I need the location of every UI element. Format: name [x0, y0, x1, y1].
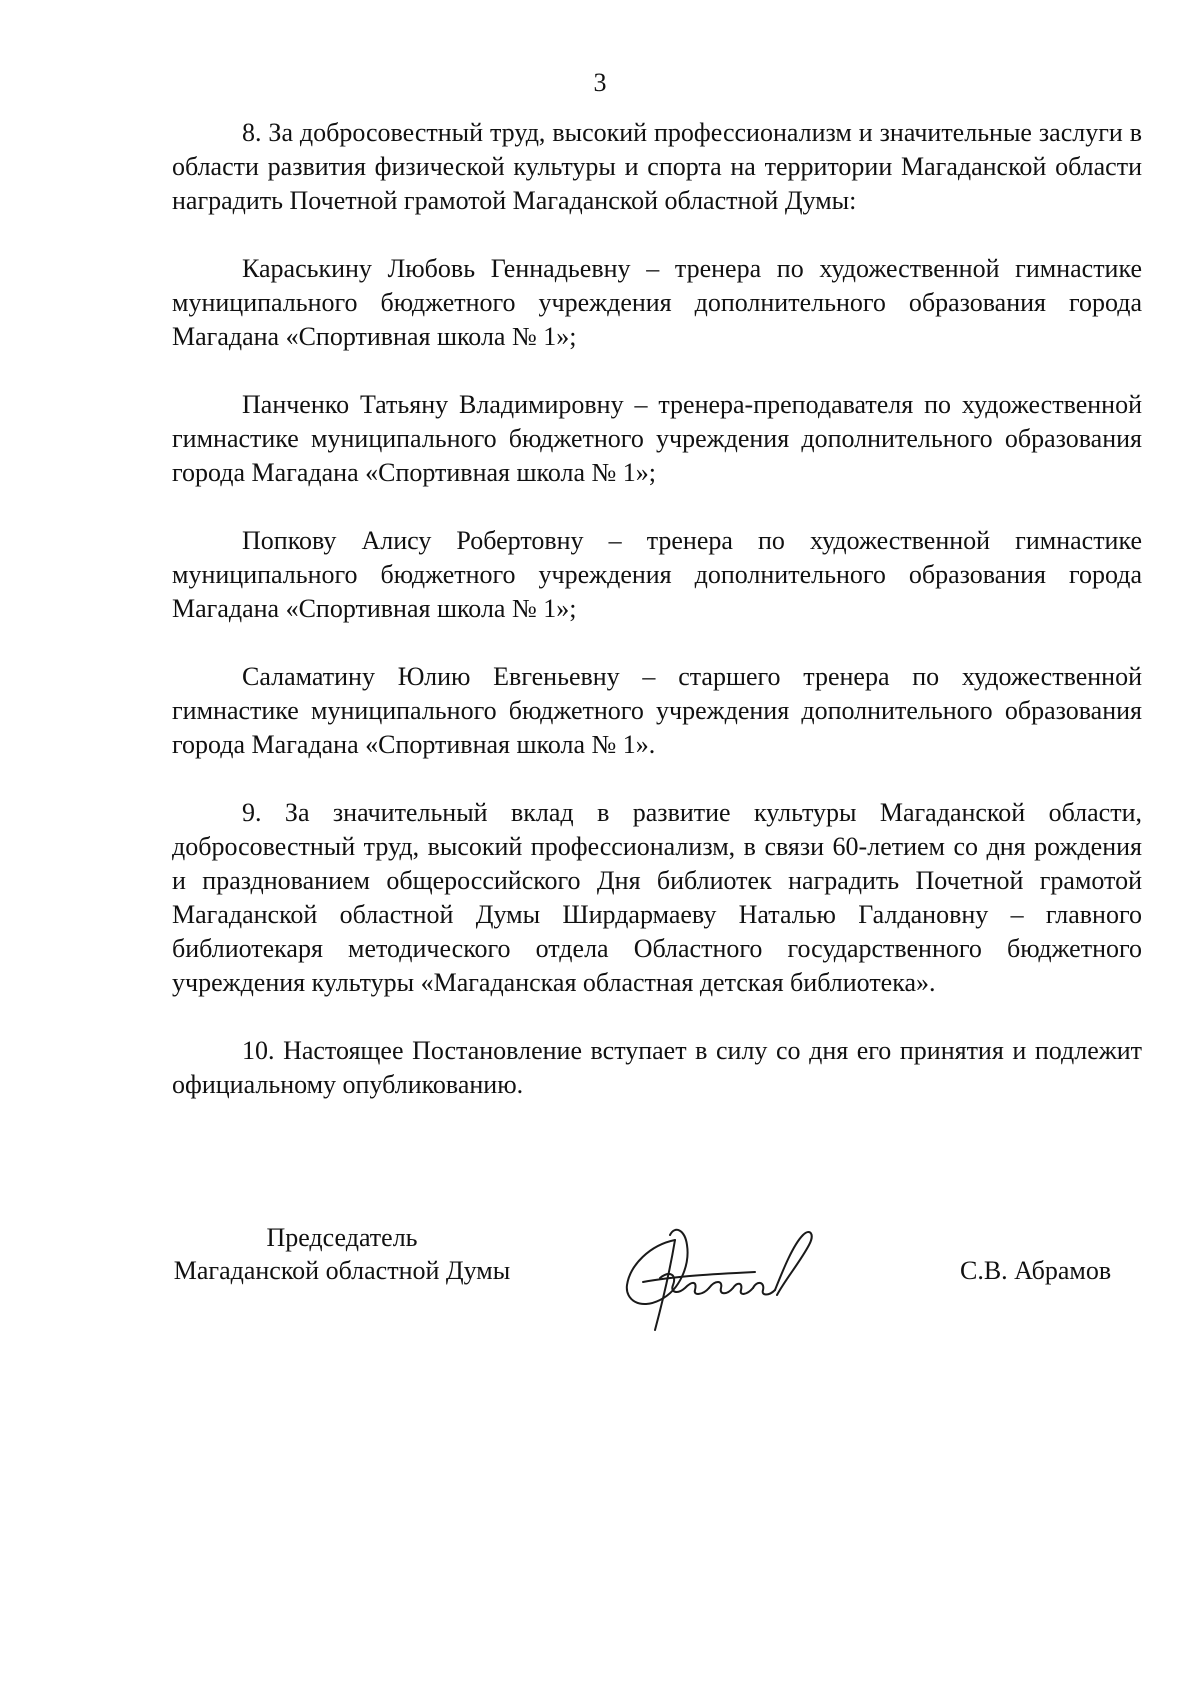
signatory-title-line2: Магаданской областной Думы — [173, 1256, 511, 1285]
paragraph-award-culture: 9. За значительный вклад в развитие культуры Магаданской области, добросовестный труд, высокий профессионализм, в связи 60-летием со дня рождения и празднованием общероссийского Дня библиотек наградить Почетной грамотой Магаданской областной Думы Ширдармаеву Наталью Галдановну – главного библиотекаря методического отдела Областного государственного бюджетного учреждения культуры «Магаданская областная детская библиотека». — [172, 798, 1142, 997]
paragraph-effective-date: 10. Настоящее Постановление вступает в силу со дня его принятия и подлежит официальному опубликованию. — [172, 1036, 1142, 1099]
signatory-title-line1: Председатель — [266, 1223, 418, 1252]
paragraph-awardee-salamatina: Саламатину Юлию Евгеньевну – старшего тренера по художественной гимнастике муниципального бюджетного учреждения дополнительного образования города Магадана «Спортивная школа № 1». — [172, 662, 1142, 759]
signatory-title — [152, 1221, 532, 1287]
paragraph-awardee-popkova: Попкову Алису Робертовну – тренера по художественной гимнастике муниципального бюджетного учреждения дополнительного образования города Магадана «Спортивная школа № 1»; — [172, 526, 1142, 623]
paragraph-awardee-karaskina: Караськину Любовь Геннадьевну – тренера по художественной гимнастике муниципального бюджетного учреждения дополнительного образования города Магадана «Спортивная школа № 1»; — [172, 254, 1142, 351]
paragraph-awardee-panchenko: Панченко Татьяну Владимировну – тренера-преподавателя по художественной гимнастике муниципального бюджетного учреждения дополнительного образования города Магадана «Спортивная школа № 1»; — [172, 390, 1142, 487]
signatory-name: С.В. Абрамов — [960, 1256, 1112, 1285]
page-number: 3 — [593, 68, 607, 97]
paragraph-award-sport: 8. За добросовестный труд, высокий профессионализм и значительные заслуги в области развития физической культуры и спорта на территории Магаданской области наградить Почетной грамотой Магаданской областной Думы: — [172, 118, 1142, 215]
document-body — [172, 116, 1142, 1102]
handwritten-signature — [615, 1200, 835, 1340]
